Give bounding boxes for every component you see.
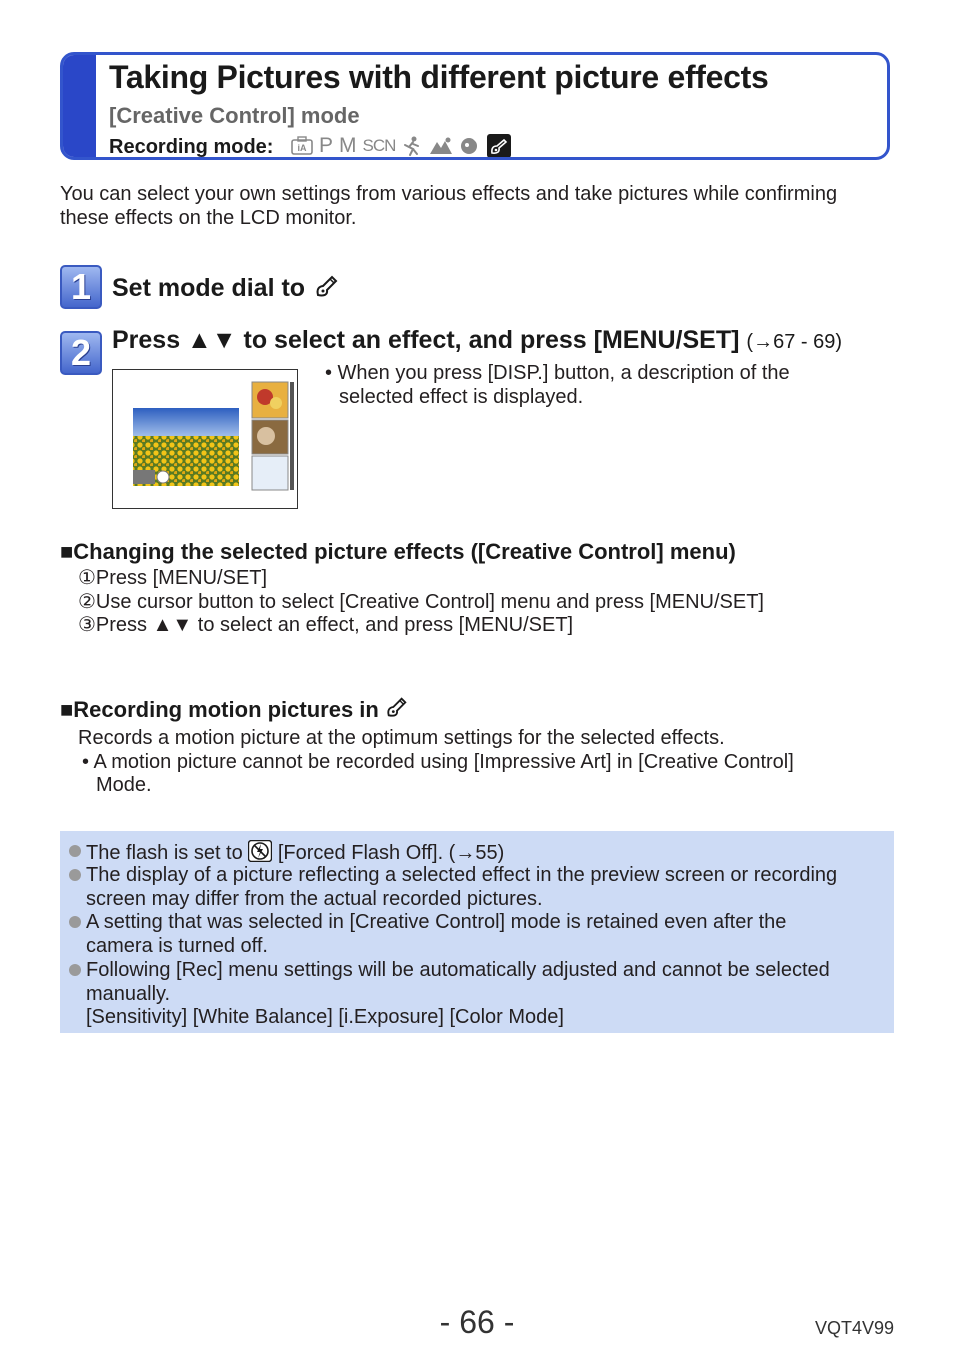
manual-mode-icon: M bbox=[339, 134, 357, 157]
section-motion-pictures-heading-text: ■Recording motion pictures in bbox=[60, 697, 379, 722]
preview-illustration bbox=[113, 370, 297, 508]
scenery-icon bbox=[429, 134, 453, 158]
intro-paragraph bbox=[60, 183, 837, 230]
document-code: VQT4V99 bbox=[814, 1318, 894, 1338]
page-number: - 66 - bbox=[439, 1304, 515, 1340]
scene-mode-icon: SCN bbox=[362, 136, 396, 155]
step-1-number: 1 bbox=[60, 265, 102, 309]
note-4 bbox=[86, 959, 830, 1030]
section-change-effects-heading: ■Changing the selected picture effects ([Creative Control] menu) bbox=[60, 539, 736, 564]
section-change-effects-list bbox=[78, 567, 764, 638]
intro-line-2: these effects on the LCD monitor. bbox=[60, 206, 357, 229]
svg-text:iA: iA bbox=[297, 143, 307, 153]
section-motion-pictures-heading bbox=[60, 695, 409, 725]
notes-box bbox=[60, 831, 894, 1033]
step-2-note-line-2: selected effect is displayed. bbox=[339, 385, 584, 408]
recording-mode-icons bbox=[291, 133, 511, 159]
note-4-line-2: manually. bbox=[86, 982, 171, 1005]
step-1-title-text: Set mode dial to bbox=[112, 274, 306, 302]
motion-line-2: • A motion picture cannot be recorded using [Impressive Art] in [Creative Control] bbox=[82, 750, 794, 773]
step-2-number: 2 bbox=[60, 331, 102, 375]
bullet-dot-icon bbox=[69, 845, 81, 857]
program-mode-icon: P bbox=[319, 134, 334, 157]
note-3-line-2: camera is turned off. bbox=[86, 934, 268, 957]
step-1-title bbox=[112, 273, 340, 306]
note-1-text-pre: The flash is set to bbox=[86, 842, 243, 864]
motion-line-1: Records a motion picture at the optimum settings for the selected effects. bbox=[78, 727, 725, 749]
note-3-line-1: A setting that was selected in [Creative Control] mode is retained even after the bbox=[86, 911, 787, 933]
note-2-line-2: screen may differ from the actual recorded pictures. bbox=[86, 887, 543, 910]
page-title: Taking Pictures with different picture effects bbox=[109, 59, 769, 95]
step-2-title-text: Press ▲▼ to select an effect, and press [MENU/SET] bbox=[112, 326, 740, 354]
section-header bbox=[60, 52, 890, 160]
bullet-dot-icon bbox=[69, 869, 81, 881]
step-2-note bbox=[325, 362, 790, 409]
creative-control-mode-icon bbox=[385, 695, 409, 725]
effect-selection-screen-image bbox=[112, 369, 298, 509]
step-2-title bbox=[112, 326, 842, 355]
note-1-text-post: [Forced Flash Off]. (→55) bbox=[277, 842, 505, 864]
page-subtitle: [Creative Control] mode bbox=[109, 103, 360, 128]
motion-line-3: Mode. bbox=[96, 774, 152, 796]
intelligent-auto-icon bbox=[291, 134, 313, 158]
change-step-1: ①Press [MENU/SET] bbox=[78, 567, 268, 589]
note-3 bbox=[86, 911, 786, 958]
bullet-dot-icon bbox=[69, 916, 81, 928]
creative-control-mode-icon bbox=[314, 273, 340, 306]
note-4-line-1: Following [Rec] menu settings will be automatically adjusted and cannot be selected bbox=[86, 959, 830, 981]
sports-icon bbox=[401, 134, 423, 158]
step-2-note-line-1: • When you press [DISP.] button, a description of the bbox=[325, 362, 790, 384]
section-motion-pictures-body bbox=[78, 727, 794, 798]
intro-line-1: You can select your own settings from various effects and take pictures while confirming bbox=[60, 183, 838, 205]
step-2-page-ref: (→67 - 69) bbox=[746, 331, 842, 353]
change-step-2: ②Use cursor button to select [Creative Control] menu and press [MENU/SET] bbox=[78, 590, 764, 613]
note-2 bbox=[86, 864, 837, 911]
creative-control-icon bbox=[487, 134, 511, 158]
note-4-line-3: [Sensitivity] [White Balance] [i.Exposure] [Color Mode] bbox=[86, 1006, 564, 1028]
bullet-dot-icon bbox=[69, 964, 81, 976]
recording-mode-label: Recording mode: bbox=[109, 136, 274, 158]
note-2-line-1: The display of a picture reflecting a selected effect in the preview screen or recording bbox=[86, 864, 838, 886]
header-accent-bar bbox=[63, 55, 96, 157]
change-step-3: ③Press ▲▼ to select an effect, and press [MENU/SET] bbox=[78, 614, 574, 636]
creative-retouch-icon bbox=[459, 134, 481, 158]
